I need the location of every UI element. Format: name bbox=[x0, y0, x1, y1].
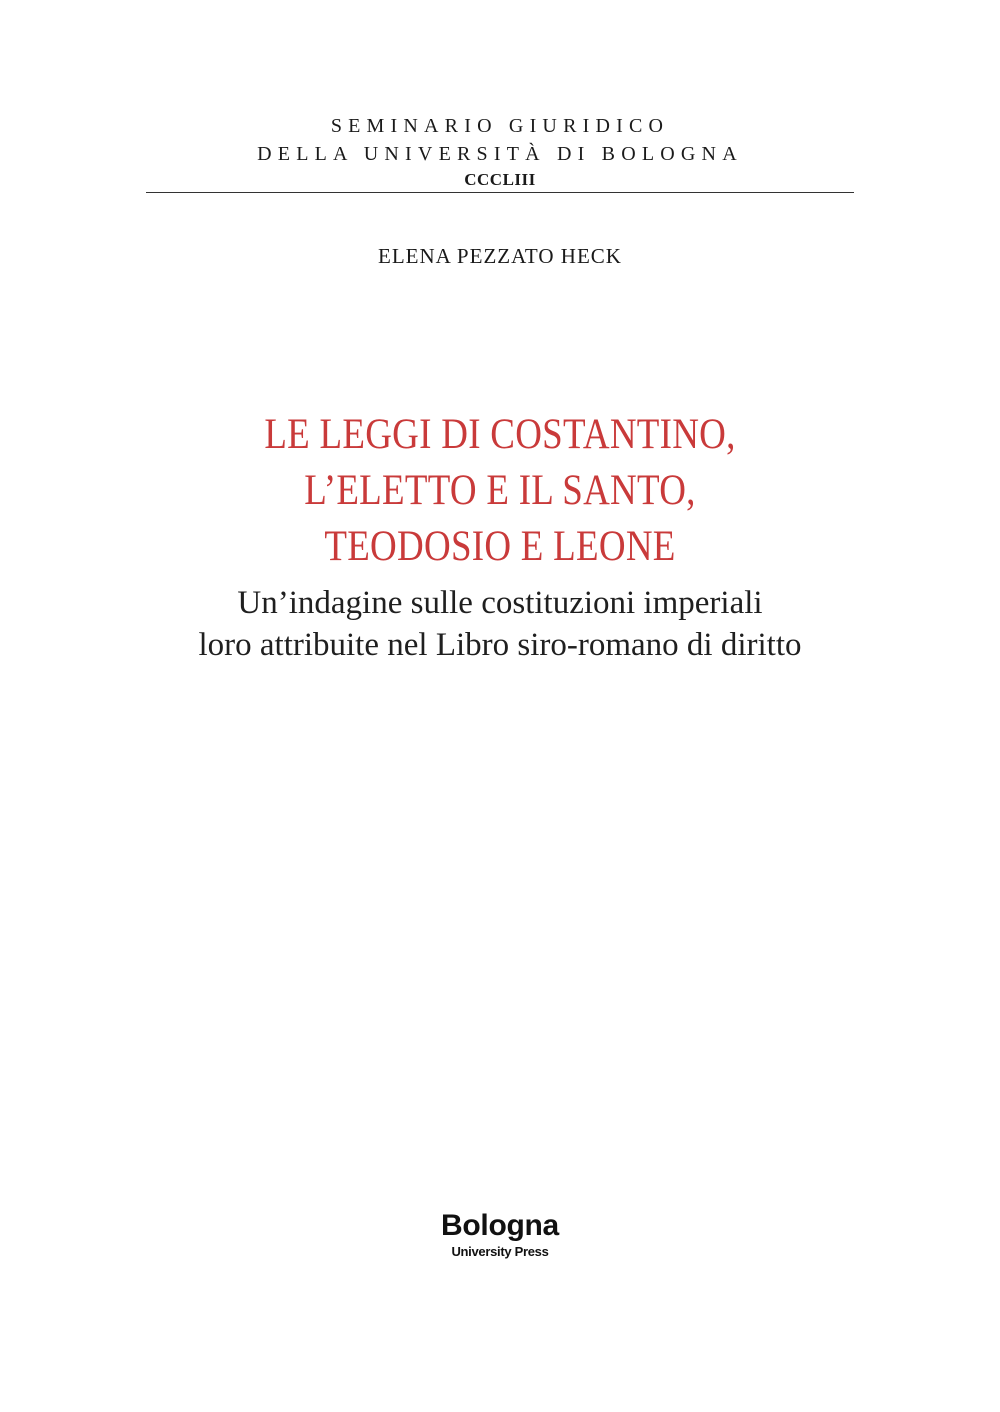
book-subtitle bbox=[0, 582, 1000, 666]
series-name-line-2: DELLA UNIVERSITÀ DI BOLOGNA bbox=[257, 143, 743, 165]
book-subtitle-line-2: loro attribuite nel Libro siro-romano di diritto bbox=[198, 627, 802, 663]
book-title-line-2: L’ELETTO E IL SANTO, bbox=[304, 467, 696, 514]
author-name: ELENA PEZZATO HECK bbox=[378, 244, 622, 268]
book-title-line-1: LE LEGGI DI COSTANTINO, bbox=[264, 411, 736, 458]
series-header bbox=[0, 112, 1000, 192]
publisher-logo bbox=[0, 1208, 1000, 1260]
book-title-line-3: TEODOSIO E LEONE bbox=[324, 523, 676, 570]
publisher-name: Bologna bbox=[441, 1209, 559, 1242]
book-subtitle-line-1: Un’indagine sulle costituzioni imperiali bbox=[237, 585, 763, 621]
series-name-line-1: SEMINARIO GIURIDICO bbox=[330, 115, 670, 137]
header-divider bbox=[146, 192, 854, 193]
publisher-subname: University Press bbox=[451, 1244, 549, 1259]
series-volume-number: CCCLIII bbox=[464, 170, 536, 189]
book-title bbox=[70, 407, 930, 575]
